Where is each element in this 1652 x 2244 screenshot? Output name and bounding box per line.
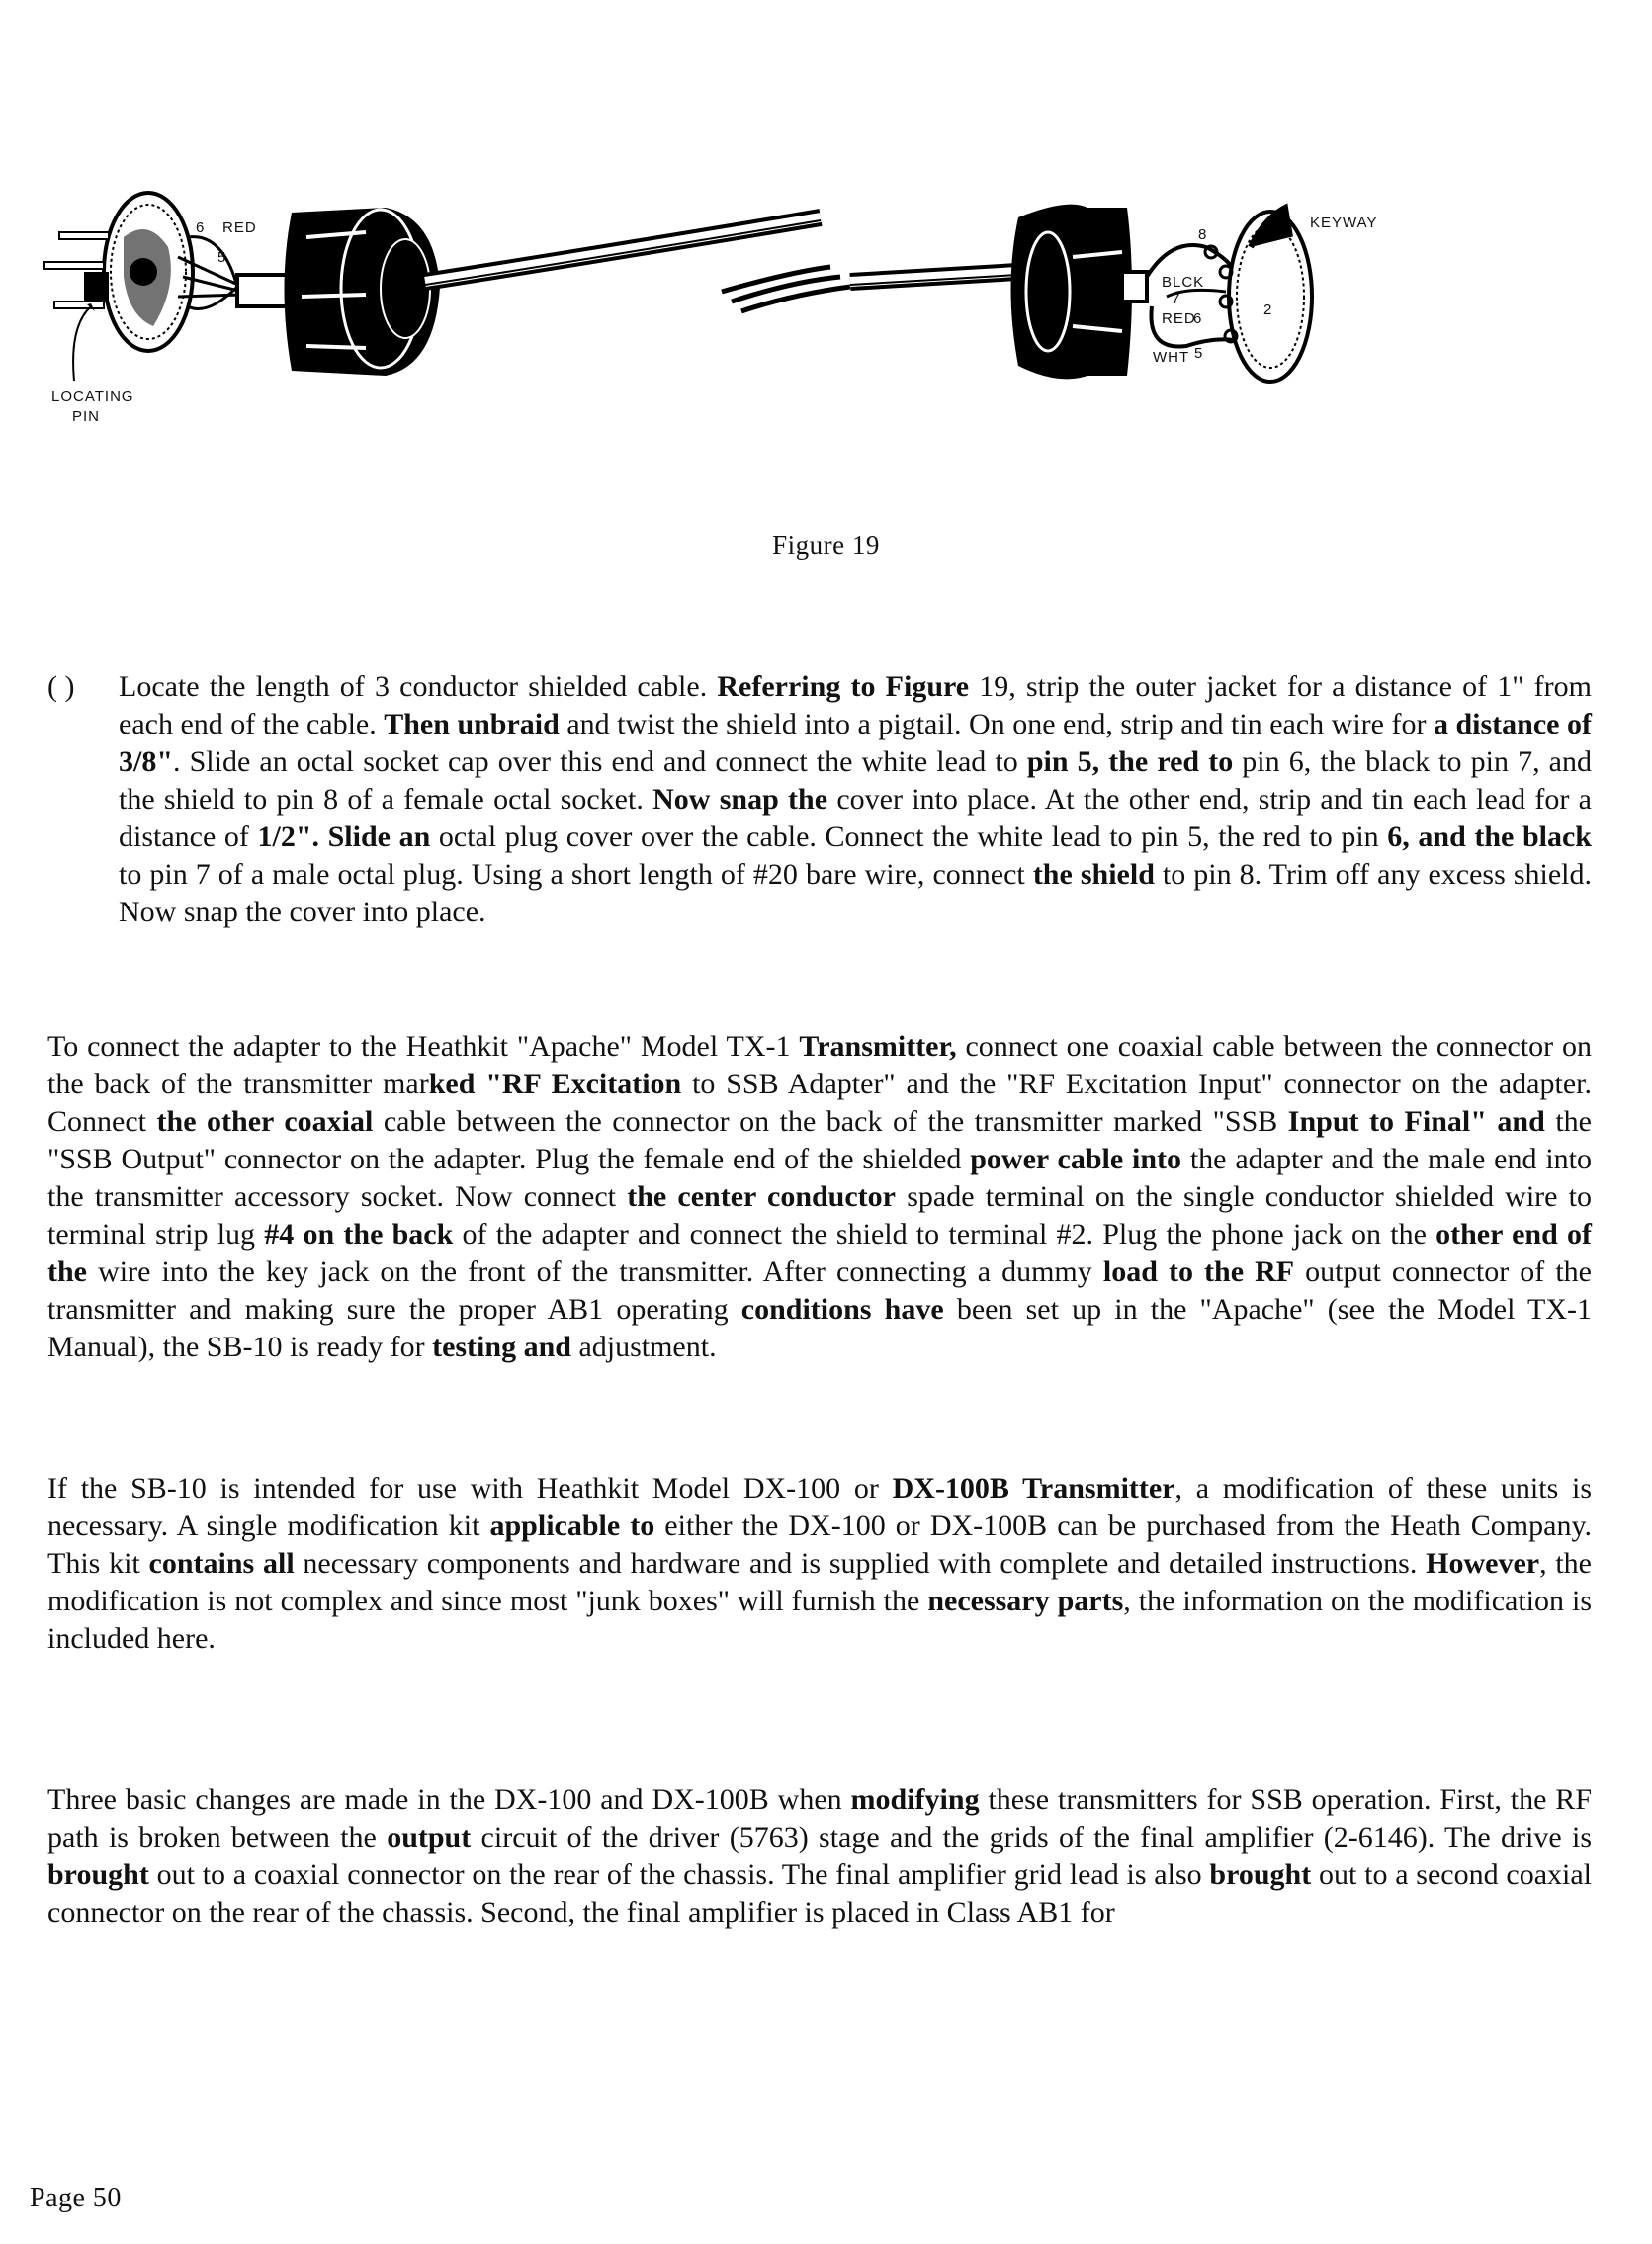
text-run: circuit of the driver (5763) stage and the grids of the final amplifier (2-6146). The drive is	[471, 1821, 1592, 1854]
bold-text-run: pin 5, the red to	[1026, 745, 1234, 778]
pin-5-label-right: 5	[1194, 345, 1204, 362]
text-run: octal plug cover over the cable. Connect the white lead to pin 5, the red to pin	[430, 820, 1388, 853]
text-run: these transmitters for SSB operation. First, the RF path is broken between the	[47, 1783, 1593, 1854]
text-run: adjustment.	[570, 1331, 717, 1363]
red-label-right: RED	[1162, 310, 1196, 327]
bold-text-run: Referring to Figure	[717, 670, 970, 703]
text-run: To connect the adapter to the Heathkit "Apache" Model TX-1	[47, 1030, 800, 1063]
bold-text-run: a distance of 3/8"	[119, 708, 1592, 778]
keyway-label: KEYWAY	[1310, 215, 1378, 231]
bold-text-run: the other coaxial	[156, 1105, 374, 1138]
locating-pin	[84, 272, 109, 302]
octal-socket-cap	[285, 208, 441, 376]
bold-text-run: testing and	[432, 1331, 571, 1363]
paragraph-apache-connection	[47, 1028, 1592, 1366]
text-run: , the modification is not complex and since most "junk boxes" will furnish the	[47, 1547, 1592, 1617]
bold-text-run: applicable to	[489, 1510, 655, 1542]
bold-text-run: 6, and the black	[1387, 820, 1592, 853]
pin-5-label-left: 5	[217, 249, 227, 266]
red-label-left: RED	[222, 219, 257, 236]
text-run: , the information on the modification is included here.	[47, 1585, 1592, 1655]
text-run: to SSB Adapter" and the "RF Excitation Input" connector on the adapter. Connect	[47, 1068, 1592, 1138]
locating-pin-label: LOCATING	[51, 388, 134, 405]
figure-19-illustration	[40, 178, 1621, 435]
socket-pin	[59, 232, 109, 239]
text-run: the adapter and the male end into the transmitter accessory socket. Now connect	[47, 1143, 1592, 1213]
text-run: If the SB-10 is intended for use with Heathkit Model DX-100 or	[47, 1472, 893, 1505]
plug-jacket-stub	[1122, 272, 1147, 302]
text-run: and twist the shield into a pigtail. On one end, strip and tin each wire for	[559, 708, 1434, 740]
text-run: out to a coaxial connector on the rear of the chassis. The final amplifier grid lead is also	[148, 1858, 1210, 1891]
step-checkbox[interactable]: ( )	[47, 670, 75, 703]
text-run: 19, strip the outer jacket for a distance of 1" from each end of the cable.	[119, 670, 1592, 740]
socket-pin	[54, 302, 104, 308]
text-run: output connector of the transmitter and making sure the proper AB1 operating	[47, 1255, 1592, 1326]
text-run: the "SSB Output" connector on the adapter. Plug the female end of the shielded	[47, 1105, 1592, 1175]
text-run: pin 6, the black to pin 7, and the shield to pin 8 of a female octal socket.	[119, 745, 1592, 816]
bold-text-run: load to the RF	[1102, 1255, 1295, 1288]
text-run: to pin 7 of a male octal plug. Using a short length of #20 bare wire, connect	[119, 858, 1033, 891]
bold-text-run: the shield	[1032, 858, 1155, 891]
bold-text-run: conditions have	[740, 1293, 944, 1326]
bold-text-run: brought	[47, 1858, 149, 1891]
text-run: . Slide an octal socket cap over this end and connect the white lead to	[173, 745, 1027, 778]
bold-text-run: brought	[1209, 1858, 1312, 1891]
text-run: been set up in the "Apache" (see the Model TX-1 Manual), the SB-10 is ready for	[47, 1293, 1592, 1363]
text-run: necessary components and hardware and is supplied with complete and detailed instructions.	[294, 1547, 1427, 1580]
pin-2-label-right: 2	[1263, 302, 1273, 318]
cable-assembly-drawing	[40, 178, 1621, 435]
text-run: spade terminal on the single conductor shielded wire to terminal strip lug	[47, 1180, 1593, 1251]
bold-text-run: necessary parts	[927, 1585, 1124, 1617]
paragraph-three-basic-changes	[47, 1781, 1592, 1932]
text-run: Three basic changes are made in the DX-100 and DX-100B when	[47, 1783, 851, 1816]
socket-pin	[44, 262, 104, 269]
text-run: , a modification of these units is necessary. A single modification kit	[47, 1472, 1592, 1542]
text-run: Locate the length of 3 conductor shielded cable.	[119, 670, 718, 703]
pin-8-label-right: 8	[1198, 226, 1208, 243]
text-run: wire into the key jack on the front of the transmitter. After connecting a dummy	[87, 1255, 1103, 1288]
text-run: of the adapter and connect the shield to terminal #2. Plug the phone jack on the	[453, 1218, 1436, 1251]
bold-text-run: ked "RF Excitation	[428, 1068, 682, 1100]
pin-6-label-left: 6	[196, 219, 206, 236]
page-number: Page 50	[30, 2183, 122, 2213]
female-octal-socket	[44, 193, 242, 381]
figure-caption: Figure 19	[772, 530, 880, 560]
bold-text-run: Now snap the	[652, 783, 828, 816]
step-instruction	[119, 668, 1592, 931]
bold-text-run: 1/2". Slide an	[257, 820, 431, 853]
text-run: cable between the connector on the back of the transmitter marked "SSB	[373, 1105, 1288, 1138]
paragraph-dx100-modification	[47, 1470, 1592, 1658]
bold-text-run: power cable into	[970, 1143, 1182, 1175]
bold-text-run: Input to Final" and	[1287, 1105, 1545, 1138]
bold-text-run: DX-100B Transmitter	[892, 1472, 1175, 1505]
bold-text-run: the center conductor	[627, 1180, 896, 1213]
text-run: connect one coaxial cable between the connector on the back of the transmitter mar	[47, 1030, 1592, 1100]
bold-text-run: Transmitter,	[799, 1030, 957, 1063]
bold-text-run: output	[387, 1821, 472, 1854]
bold-text-run: contains all	[148, 1547, 295, 1580]
text-run: cover into place. At the other end, strip and tin each lead for a distance of	[119, 783, 1592, 853]
pin-6-label-right: 6	[1193, 310, 1203, 327]
locating-pin-label-2: PIN	[72, 408, 101, 425]
bold-text-run: Then unbraid	[384, 708, 560, 740]
bold-text-run: other end of the	[47, 1218, 1592, 1288]
bold-text-run: #4 on the back	[264, 1218, 454, 1251]
text-run: to pin 8. Trim off any excess shield. Now snap the cover into place.	[119, 858, 1592, 928]
octal-plug-cover	[1011, 205, 1133, 380]
text-run: out to a second coaxial connector on the rear of the chassis. Second, the final amplifier is placed in Class AB1 for	[47, 1858, 1592, 1929]
bold-text-run: modifying	[850, 1783, 980, 1816]
pin-7-label-right: 7	[1172, 291, 1181, 307]
wht-label: WHT	[1153, 349, 1190, 366]
blck-label: BLCK	[1162, 274, 1205, 291]
bold-text-run: However	[1426, 1547, 1540, 1580]
text-run: either the DX-100 or DX-100B can be purchased from the Heath Company. This kit	[47, 1510, 1592, 1580]
